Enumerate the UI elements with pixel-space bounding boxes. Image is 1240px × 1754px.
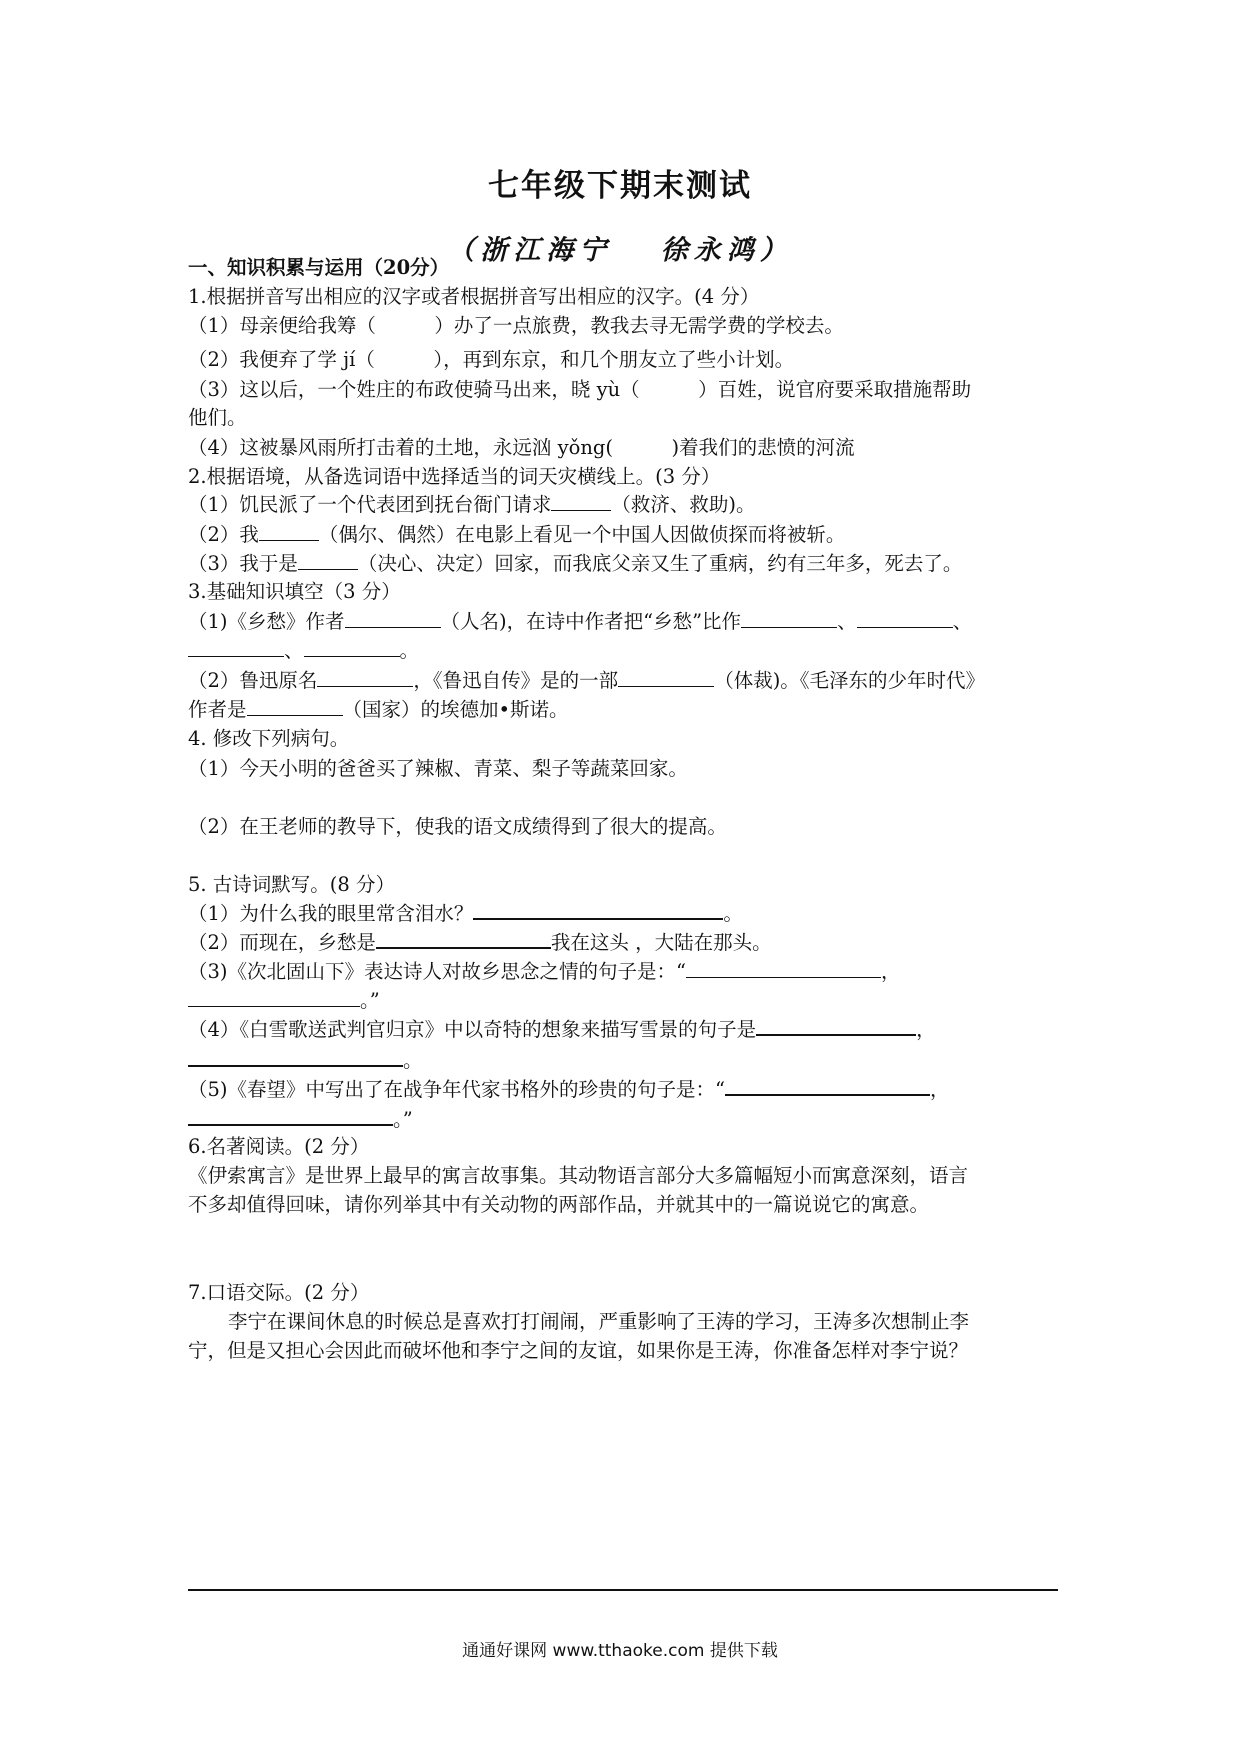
question-4-stem: 4. 修改下列病句。 — [188, 727, 350, 750]
question-5-item-3-cont — [188, 987, 1058, 1015]
question-1-item-4: （4）这被暴风雨所打击着的土地，永远汹 yǒng( )着我们的悲愤的河流 — [188, 436, 855, 459]
answer-blank[interactable] — [317, 668, 413, 687]
separator: 、 — [284, 639, 304, 662]
answer-blank[interactable] — [376, 929, 551, 949]
question-5-item-3 — [188, 958, 1058, 986]
question-5-item-2 — [188, 929, 1058, 957]
q3-2-text-d: 作者是 — [188, 698, 247, 721]
q5-1-text: （1）为什么我的眼里常含泪水？ — [188, 902, 474, 925]
q2-2-options: （偶尔、偶然）在电影上看见一个中国人因做侦探而将被斩。 — [318, 523, 846, 546]
answer-blank[interactable] — [188, 988, 360, 1007]
q5-5-text: （5)《春望》中写出了在战争年代家书格外的珍贵的句子是：“ — [188, 1078, 725, 1101]
question-3-stem: 3.基础知识填空（3 分） — [188, 580, 401, 603]
answer-blank[interactable] — [345, 609, 441, 628]
question-1-stem: 1.根据拼音写出相应的汉字或者根据拼音写出相应的汉字。(4 分） — [188, 285, 760, 308]
question-1-item-1: （1）母亲便给我筹（ ）办了一点旅费，教我去寻无需学费的学校去。 — [188, 314, 844, 337]
footer-text: 通通好课网 www.tthaoke.com 提供下载 — [462, 1641, 778, 1661]
period: 。 — [403, 1049, 423, 1072]
answer-blank[interactable] — [686, 959, 881, 978]
question-6-text-line-1: 《伊索寓言》是世界上最早的寓言故事集。其动物语言部分大多篇幅短小而寓意深刻，语言 — [188, 1164, 969, 1187]
answer-blank[interactable] — [725, 1076, 930, 1096]
question-4-item-1: （1）今天小明的爸爸买了辣椒、青菜、梨子等蔬菜回家。 — [188, 757, 688, 780]
question-5-item-5-cont — [188, 1106, 1058, 1134]
question-7-text-line-1: 李宁在课间休息的时候总是喜欢打打闹闹，严重影响了王涛的学习，王涛多次想制止李 — [228, 1310, 970, 1333]
period: 。” — [360, 989, 380, 1012]
section-heading: 一、知识积累与运用（20分） — [188, 256, 450, 279]
question-7-text-line-2: 宁，但是又担心会因此而破坏他和李宁之间的友谊，如果你是王涛，你准备怎样对李宁说？ — [188, 1339, 969, 1362]
period: 。 — [399, 639, 420, 662]
question-2-item-1 — [188, 491, 1058, 519]
answer-blank[interactable] — [473, 900, 723, 920]
question-7-stem: 7.口语交际。(2 分） — [188, 1281, 370, 1304]
question-3-item-1-cont — [188, 637, 1058, 665]
answer-blank[interactable] — [857, 609, 953, 628]
q3-2-text-e: （国家）的埃德加•斯诺。 — [342, 698, 569, 721]
question-5-item-5 — [188, 1076, 1058, 1104]
answer-blank[interactable] — [188, 1106, 393, 1126]
q3-1-text-b: （人名)，在诗中作者把“乡愁”比作 — [440, 610, 742, 633]
question-5-item-4-cont — [188, 1047, 1058, 1075]
answer-blank[interactable] — [259, 522, 319, 541]
comma: ， — [929, 1078, 950, 1101]
separator: 、 — [952, 610, 973, 633]
answer-blank[interactable] — [618, 668, 714, 687]
q5-3-text: （3)《次北固山下》表达诗人对故乡思念之情的句子是：“ — [188, 960, 686, 983]
separator: 、 — [837, 610, 857, 633]
question-1-item-3: （3）这以后，一个姓庄的布政使骑马出来，晓 yù（ ）百姓，说官府要采取措施帮助 — [188, 378, 972, 401]
answer-blank[interactable] — [247, 697, 343, 716]
comma: ， — [916, 1018, 936, 1041]
question-3-item-2 — [188, 667, 1058, 695]
question-1-item-2: （2）我便弃了学 jí（ ），再到东京，和几个朋友立了些小计划。 — [188, 348, 795, 371]
question-5-item-4 — [188, 1016, 1058, 1044]
question-4-item-2: （2）在王老师的教导下，使我的语文成绩得到了很大的提高。 — [188, 815, 727, 838]
q2-3-options: （决心、决定）回家，而我底父亲又生了重病，约有三年多，死去了。 — [357, 552, 963, 575]
question-6-text-line-2: 不多却值得回味，请你列举其中有关动物的两部作品，并就其中的一篇说说它的寓意。 — [188, 1193, 930, 1216]
q2-2-text: （2）我 — [188, 523, 259, 546]
question-2-item-3 — [188, 550, 1058, 578]
q2-1-options: （救济、救助)。 — [611, 493, 756, 516]
page-subtitle: （浙江海宁 徐永鸿） — [447, 235, 793, 266]
question-5-item-1 — [188, 900, 1058, 928]
answer-blank[interactable] — [188, 638, 284, 657]
question-2-stem: 2.根据语境，从备选词语中选择适当的词天灾横线上。(3 分） — [188, 465, 721, 488]
answer-blank[interactable] — [741, 609, 837, 628]
q2-1-text: （1）饥民派了一个代表团到抚台衙门请求 — [188, 493, 552, 516]
period: 。” — [393, 1108, 413, 1131]
q3-1-text: （1)《乡愁》作者 — [188, 610, 345, 633]
question-6-stem: 6.名著阅读。(2 分） — [188, 1135, 370, 1158]
question-1-item-3-cont: 他们。 — [188, 406, 247, 429]
q3-2-text: （2）鲁迅原名 — [188, 669, 318, 692]
answer-blank[interactable] — [756, 1016, 916, 1036]
question-2-item-2 — [188, 521, 1058, 549]
question-5-stem: 5. 古诗词默写。(8 分） — [188, 873, 396, 896]
page-title: 七年级下期末测试 — [488, 168, 752, 204]
q3-2-text-c: （体裁)。《毛泽东的少年时代》 — [714, 669, 986, 692]
footer-divider — [188, 1589, 1058, 1591]
period: 。 — [723, 902, 743, 925]
question-3-item-2-cont — [188, 696, 1058, 724]
answer-blank[interactable] — [188, 1047, 403, 1067]
comma: ， — [880, 960, 901, 983]
q5-4-text: （4）《白雪歌送武判官归京》中以奇特的想象来描写雪景的句子是 — [188, 1018, 757, 1041]
answer-blank[interactable] — [298, 551, 358, 570]
answer-blank[interactable] — [304, 638, 400, 657]
q2-3-text: （3）我于是 — [188, 552, 298, 575]
q5-2-text: （2）而现在，乡愁是 — [188, 931, 376, 954]
q5-2-text-b: 我在这头 ，大陆在那头。 — [550, 931, 772, 954]
q3-2-text-b: ，《鲁迅自传》是的一部 — [413, 669, 619, 692]
question-3-item-1 — [188, 608, 1058, 636]
answer-blank[interactable] — [551, 492, 611, 511]
